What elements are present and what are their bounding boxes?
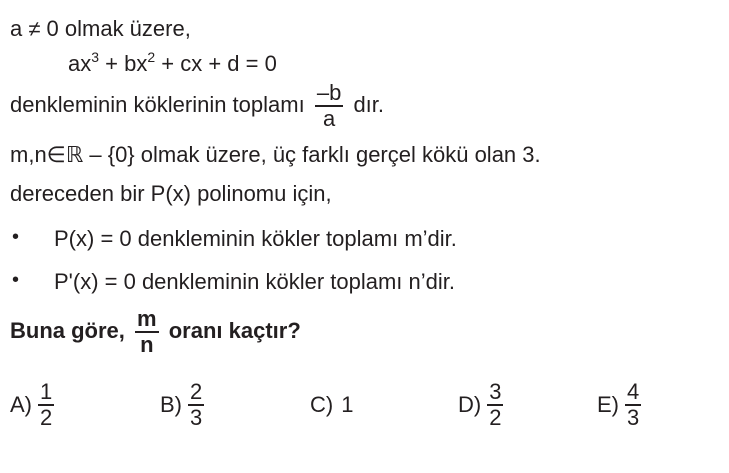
roots-sum-statement: [10, 80, 384, 130]
roots-sum-fraction: [315, 82, 343, 130]
fraction-numerator: 2: [190, 379, 203, 404]
eq-ax: ax: [68, 51, 92, 76]
fraction-denominator: 2: [489, 405, 502, 430]
bullet-item-1: P(x) = 0 denkleminin kökler toplamı m’dir.: [54, 226, 457, 251]
intro-condition: a ≠ 0 olmak üzere,: [10, 16, 191, 41]
premise-line-2: dereceden bir P(x) polinomu için,: [10, 181, 332, 206]
option-label: E): [597, 392, 619, 417]
option-fraction: [188, 381, 204, 429]
option-d[interactable]: [458, 380, 507, 430]
eq-rest: + cx + d = 0: [155, 51, 277, 76]
option-c[interactable]: [310, 380, 353, 430]
fraction-numerator: 4: [627, 379, 640, 404]
eq-exponent-3: 3: [91, 49, 100, 65]
roots-sum-suffix: dır.: [353, 92, 385, 117]
option-label: C): [310, 392, 334, 417]
bullet-marker: •: [12, 226, 20, 248]
eq-exponent-2: 2: [147, 49, 156, 65]
eq-bx: + bx: [99, 51, 148, 76]
option-fraction: [487, 381, 503, 429]
question: [10, 306, 301, 356]
option-a[interactable]: [10, 380, 58, 430]
cubic-equation: [68, 51, 277, 77]
option-label: B): [160, 392, 182, 417]
option-label: D): [458, 392, 482, 417]
bullet-item-2: P'(x) = 0 denkleminin kökler toplamı n’dir.: [54, 269, 455, 294]
option-fraction: [625, 381, 641, 429]
question-suffix: oranı kaçtır?: [168, 318, 301, 343]
question-prefix: Buna göre,: [10, 318, 125, 343]
fraction-numerator: m: [137, 306, 157, 332]
fraction-denominator: 2: [40, 405, 53, 430]
fraction-numerator: –b: [316, 80, 342, 106]
fraction-denominator: n: [140, 332, 154, 358]
fraction-denominator: 3: [627, 405, 640, 430]
option-e[interactable]: [597, 380, 645, 430]
option-label: A): [10, 392, 32, 417]
fraction-numerator: 1: [40, 379, 53, 404]
fraction-numerator: 3: [489, 379, 502, 404]
premise-line-1: m,n∈ℝ – {0} olmak üzere, üç farklı gerçel kökü olan 3.: [10, 142, 541, 167]
option-value: 1: [341, 392, 354, 417]
roots-sum-prefix: denkleminin köklerinin toplamı: [10, 92, 305, 117]
option-b[interactable]: [160, 380, 208, 430]
bullet-marker: •: [12, 269, 20, 291]
question-fraction: [135, 308, 159, 356]
fraction-denominator: 3: [190, 405, 203, 430]
fraction-denominator: a: [322, 106, 336, 132]
option-fraction: [38, 381, 54, 429]
